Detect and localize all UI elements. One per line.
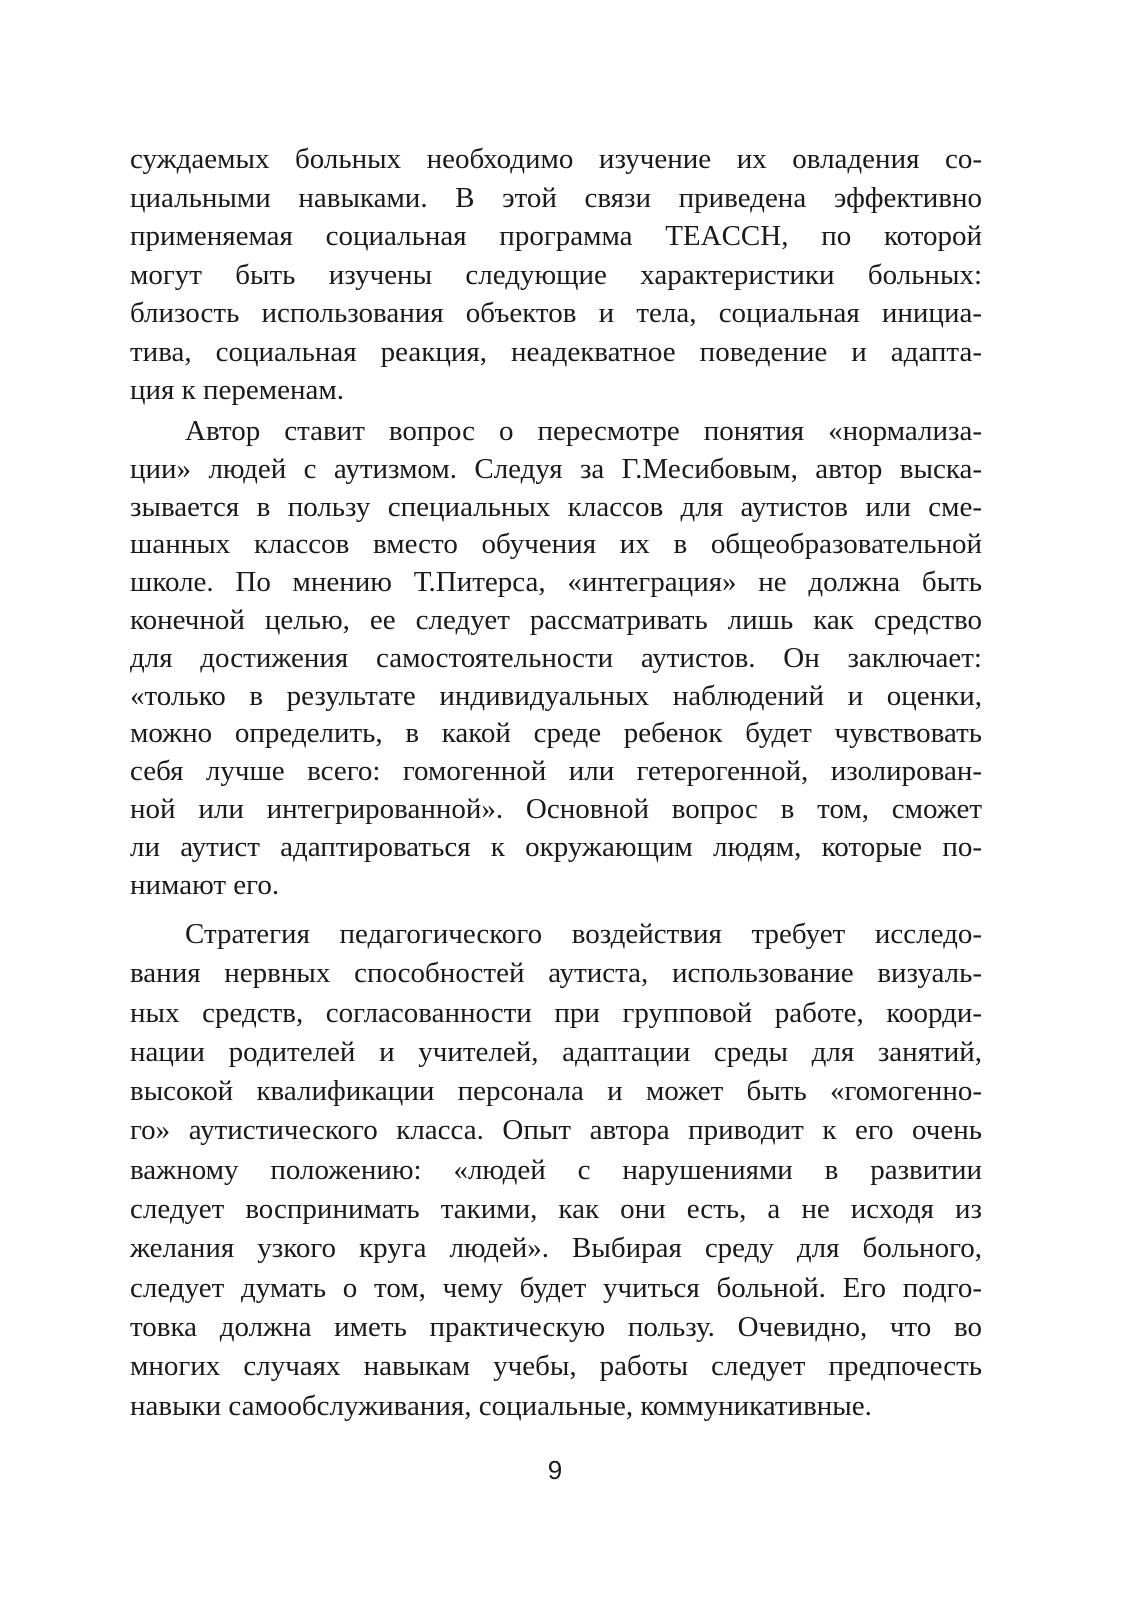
text-line: себя лучше всего: гомогенной или гетерогенной, изолирован- — [130, 755, 982, 788]
text-line: товка должна иметь практическую пользу. Очевидно, что во — [130, 1310, 982, 1343]
text-line: нимают его. — [130, 868, 280, 901]
text-line: можно определить, в какой среде ребенок будет чувствовать — [130, 717, 982, 750]
text-line: следует думать о том, чему будет учиться больной. Его подго- — [130, 1271, 982, 1304]
text-line: школе. По мнению Т.Питерса, «интеграция» не должна быть — [130, 566, 982, 599]
text-line: конечной целью, ее следует рассматривать лишь как средство — [130, 603, 982, 636]
text-line: зывается в пользу специальных классов для аутистов или сме- — [130, 490, 982, 523]
text-line: ция к переменам. — [130, 374, 344, 406]
text-line: шанных классов вместо обучения их в общеобразовательной — [130, 528, 982, 561]
text-line: тива, социальная реакция, неадекватное поведение и адапта- — [130, 335, 982, 368]
text-line: ной или интегрированной». Основной вопрос в том, сможет — [130, 792, 982, 825]
text-line: нации родителей и учителей, адаптации среды для занятий, — [130, 1035, 982, 1068]
text-line: желания узкого круга людей». Выбирая среду для больного, — [130, 1232, 982, 1265]
text-line: циальными навыками. В этой связи приведена эффективно — [130, 181, 982, 214]
text-line: ных средств, согласованности при групповой работе, коорди- — [130, 996, 982, 1029]
text-line: вания нервных способностей аутиста, использование визуаль- — [130, 957, 982, 990]
text-line: навыки самообслуживания, социальные, коммуникативные. — [130, 1389, 872, 1422]
text-line: многих случаях навыкам учебы, работы следует предпочесть — [130, 1350, 982, 1383]
text-line: близость использования объектов и тела, социальная инициа- — [130, 297, 982, 329]
text-line: ли аутист адаптироваться к окружающим людям, которые по- — [130, 830, 982, 863]
text-line: Автор ставит вопрос о пересмотре понятия «нормализа- — [185, 415, 982, 447]
text-line: следует воспринимать такими, как они есть, а не исходя из — [130, 1193, 982, 1226]
text-line: суждаемых больных необходимо изучение их овладения со- — [130, 143, 982, 175]
text-line: Стратегия педагогического воздействия требует исследо- — [185, 918, 982, 950]
paragraph-3 — [130, 915, 982, 1426]
text-line: высокой квалификации персонала и может быть «гомогенно- — [130, 1075, 982, 1108]
page-number: 9 — [547, 1455, 563, 1485]
paragraph-2 — [130, 413, 982, 904]
text-line: для достижения самостоятельности аутистов. Он заключает: — [130, 641, 982, 674]
text-line: могут быть изучены следующие характеристики больных: — [130, 258, 982, 291]
paragraph-1 — [130, 140, 982, 410]
text-line: важному положению: «людей с нарушениями в развитии — [130, 1153, 982, 1186]
text-line: ции» людей с аутизмом. Следуя за Г.Месибовым, автор выска- — [130, 452, 982, 485]
text-line: применяемая социальная программа TEACCH, по которой — [130, 220, 982, 252]
text-line: го» аутистического класса. Опыт автора приводит к его очень — [130, 1114, 982, 1147]
text-line: «только в результате индивидуальных наблюдений и оценки, — [130, 679, 982, 712]
